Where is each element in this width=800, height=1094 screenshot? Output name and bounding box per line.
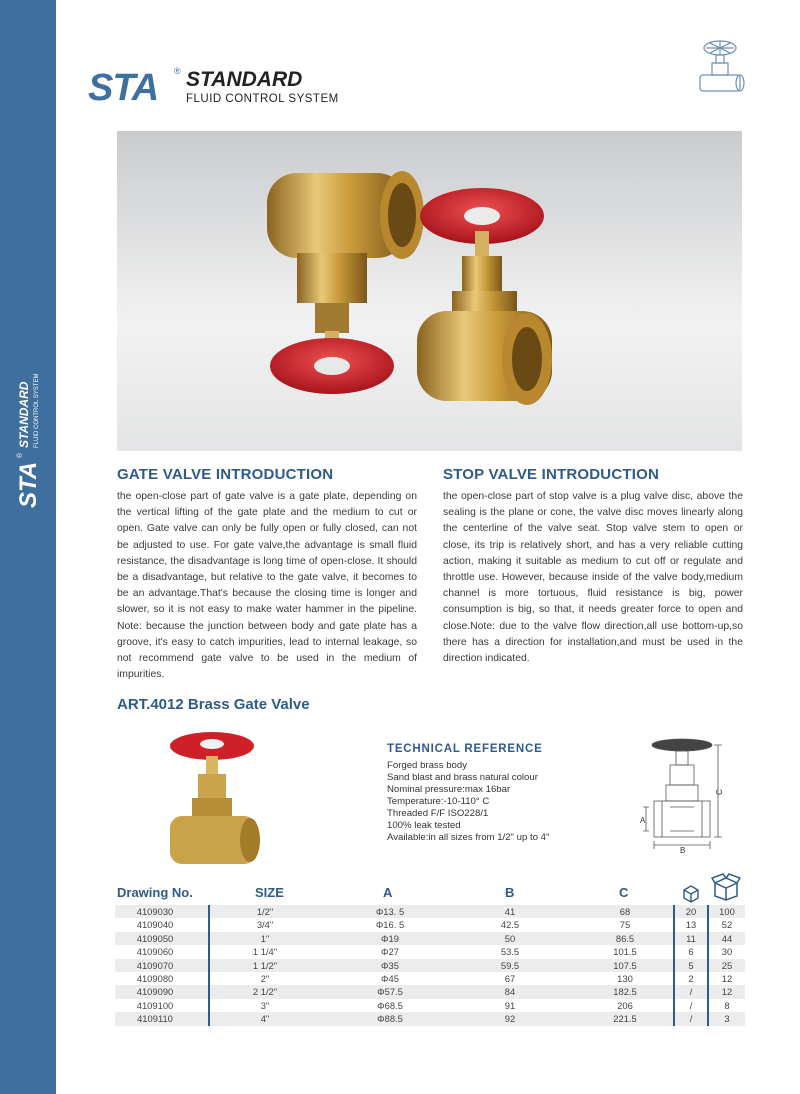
cell-b: 91 bbox=[504, 999, 516, 1011]
cell-drawing-no: 4109110 bbox=[137, 1013, 173, 1025]
cell-b: 50 bbox=[504, 932, 516, 944]
cell-a: Φ19 bbox=[381, 932, 399, 944]
cell-drawing-no: 4109050 bbox=[136, 932, 174, 944]
cell-size: 1 1/2" bbox=[252, 959, 278, 971]
cell-a: Φ68.5 bbox=[377, 999, 403, 1011]
cell-size: 3" bbox=[260, 999, 270, 1011]
cell-drawing-no: 4109030 bbox=[136, 906, 174, 917]
cell-c: 68 bbox=[619, 906, 631, 917]
stop-intro-title: STOP VALVE INTRODUCTION bbox=[443, 466, 660, 483]
cell-size: 1 1/4" bbox=[252, 946, 278, 958]
tech-item: Temperature:-10-110° C bbox=[387, 796, 490, 807]
gate-intro-title: GATE VALVE INTRODUCTION bbox=[117, 466, 334, 483]
cell-drawing-no: 4109100 bbox=[136, 999, 174, 1011]
cell-c: 86.5 bbox=[615, 932, 635, 944]
cell-a: Φ35 bbox=[381, 959, 399, 971]
tech-item: Threaded F/F ISO228/1 bbox=[387, 808, 489, 819]
cell-size: 3/4" bbox=[256, 919, 274, 931]
cell-a: Φ88.5 bbox=[377, 1013, 403, 1025]
right-valve-shape bbox=[417, 188, 552, 405]
gate-valve-image bbox=[160, 728, 270, 868]
sidebar-band bbox=[0, 0, 56, 1094]
cell-c: 182.5 bbox=[613, 986, 637, 998]
drawing-label-b: B bbox=[680, 846, 686, 853]
logo-name: STANDARD bbox=[186, 68, 303, 91]
cell-c: 75 bbox=[619, 919, 631, 931]
technical-drawing bbox=[640, 735, 735, 853]
carton-box-icon bbox=[711, 873, 741, 901]
tech-item: 100% leak tested bbox=[387, 820, 461, 831]
cell-carton-qty: 44 bbox=[721, 932, 733, 944]
gate-intro-text: the open-close part of gate valve is a gate plate, depending on the vertical lifting of the gate plate and the medium to cut or open. Gate valve can only be fully open or fully closed, can not be adjusted to use. For gate valve,the advantage is small fluid resistance, the disadvantage is long time of open-close. It should be a disadvantage, but relative to the gate valve, it becomes to be an advantage.That's because the closing time is longer and slower, so it is not easy to make water hammer in the pipeline. Note: because the junction between body and gate plate has a groove, it's easy to catch impurities, lead to internal leakage, so not recommend gate valve to be used in the medium of impurities. bbox=[117, 491, 417, 681]
cell-a: Φ27 bbox=[381, 946, 399, 958]
cell-carton-qty: 12 bbox=[721, 972, 733, 984]
cell-c: 130 bbox=[617, 972, 633, 984]
cell-b: 84 bbox=[504, 986, 516, 998]
cell-carton-qty: 30 bbox=[721, 946, 733, 958]
cell-size: 1" bbox=[260, 932, 270, 944]
column-divider bbox=[208, 905, 210, 1026]
cell-inner-qty: 11 bbox=[686, 932, 696, 944]
cell-drawing-no: 4109090 bbox=[136, 986, 174, 998]
sidebar-name: STANDARD bbox=[17, 381, 31, 448]
technical-title: TECHNICAL REFERENCE bbox=[387, 743, 543, 755]
cell-inner-qty: 2 bbox=[688, 972, 694, 984]
header-a: A bbox=[383, 885, 393, 900]
cell-drawing-no: 4109070 bbox=[136, 959, 174, 971]
article-title: ART.4012 Brass Gate Valve bbox=[117, 696, 310, 713]
inner-box-icon bbox=[681, 883, 701, 903]
cell-inner-qty: / bbox=[689, 1013, 693, 1025]
cell-carton-qty: 3 bbox=[724, 1013, 730, 1025]
cell-b: 67 bbox=[504, 972, 516, 984]
header-logo bbox=[86, 64, 346, 114]
header-size: SIZE bbox=[255, 885, 284, 900]
technical-list bbox=[387, 760, 549, 844]
drawing-label-c: C bbox=[715, 789, 724, 795]
cell-inner-qty: / bbox=[689, 999, 693, 1011]
cell-b: 41 bbox=[504, 906, 516, 917]
cell-carton-qty: 100 bbox=[719, 906, 735, 917]
cell-inner-qty: 6 bbox=[688, 946, 694, 958]
cell-inner-qty: 20 bbox=[685, 906, 697, 917]
sidebar-logo: STA bbox=[15, 461, 42, 508]
sidebar-tagline: FLUID CONTROL SYSTEM bbox=[34, 373, 40, 448]
sidebar-brand bbox=[8, 340, 48, 510]
valve-icon bbox=[694, 38, 746, 100]
logo-mark: STA bbox=[88, 67, 159, 109]
cell-drawing-no: 4109080 bbox=[136, 972, 174, 984]
cell-c: 221.5 bbox=[613, 1013, 637, 1025]
cell-a: Φ45 bbox=[381, 972, 399, 984]
table-header bbox=[115, 885, 745, 905]
cell-b: 53.5 bbox=[500, 946, 520, 958]
cell-inner-qty: 13 bbox=[685, 919, 697, 931]
stop-intro-text: the open-close part of stop valve is a plug valve disc, above the sealing is the plane or cone, the valve disc moves linearly along the centerline of the valve seat. Stop valve stem to open or close, its trip is relatively short, and has a very reliable cutting action, making it suitable as medium to cut off or regulate and throttle use. However, because inside of the valve body,medium channel is more tortuous, fluid resistance is big, power consumption is big, so that, it needs greater force to open and close.Note: due to the valve flow direction,all use bottom-up,so there has a direction for installation,and must be used in the direction indicated. bbox=[443, 491, 743, 665]
cell-carton-qty: 12 bbox=[721, 986, 733, 998]
tech-item: Sand blast and brass natural colour bbox=[387, 772, 538, 783]
cell-b: 42.5 bbox=[500, 919, 520, 931]
cell-carton-qty: 25 bbox=[721, 959, 733, 971]
cell-inner-qty: / bbox=[689, 986, 693, 998]
cell-size: 2 1/2" bbox=[252, 986, 278, 998]
logo-reg: ® bbox=[174, 66, 181, 76]
tech-item: Nominal pressure:max 16bar bbox=[387, 784, 511, 795]
logo-tagline: FLUID CONTROL SYSTEM bbox=[186, 93, 339, 105]
cell-inner-qty: 5 bbox=[688, 959, 694, 971]
tech-item: Forged brass body bbox=[387, 760, 467, 771]
cell-size: 1/2" bbox=[256, 906, 274, 917]
cell-carton-qty: 52 bbox=[721, 919, 733, 931]
cell-carton-qty: 8 bbox=[724, 999, 730, 1011]
header-c: C bbox=[619, 885, 629, 900]
left-valve-shape bbox=[267, 171, 424, 394]
cell-c: 107.5 bbox=[613, 959, 637, 971]
spec-table bbox=[115, 885, 745, 1026]
cell-a: Φ13. 5 bbox=[375, 906, 405, 917]
cell-c: 101.5 bbox=[613, 946, 637, 958]
tech-item: Available:in all sizes from 1/2" up to 4" bbox=[387, 832, 550, 843]
cell-a: Φ57.5 bbox=[377, 986, 403, 998]
header-b: B bbox=[505, 885, 515, 900]
column-divider bbox=[707, 905, 709, 1026]
cell-b: 92 bbox=[504, 1013, 516, 1025]
drawing-label-a: A bbox=[640, 816, 646, 825]
column-divider bbox=[673, 905, 675, 1026]
sidebar-reg: ® bbox=[17, 452, 24, 458]
cell-drawing-no: 4109060 bbox=[136, 946, 174, 958]
header-drawing-no: Drawing No. bbox=[117, 885, 193, 900]
cell-a: Φ16. 5 bbox=[375, 919, 405, 931]
cell-size: 2" bbox=[260, 972, 270, 984]
cell-b: 59.5 bbox=[500, 959, 520, 971]
product-photo bbox=[117, 131, 742, 451]
cell-size: 4" bbox=[260, 1013, 270, 1025]
cell-drawing-no: 4109040 bbox=[136, 919, 174, 931]
cell-c: 206 bbox=[617, 999, 633, 1011]
